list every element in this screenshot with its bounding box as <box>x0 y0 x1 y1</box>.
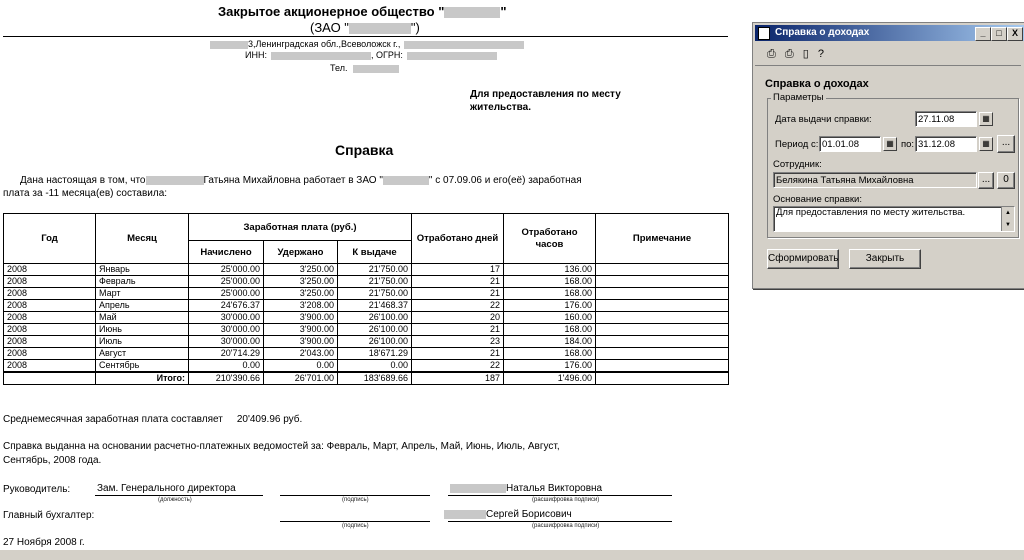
cell-note <box>596 312 729 324</box>
col-days: Отработано дней <box>412 214 504 264</box>
salary-table <box>3 213 729 385</box>
accountant-label: Главный бухгалтер: <box>3 510 95 521</box>
params-label: Параметры <box>773 92 824 103</box>
cell-note <box>596 324 729 336</box>
company-name: Закрытое акционерное общество " " <box>218 4 507 19</box>
table-row <box>4 360 729 373</box>
cell-year: 2008 <box>4 300 96 312</box>
close-window-button[interactable]: X <box>1007 27 1023 41</box>
cell-withheld: 3'900.00 <box>264 312 338 324</box>
table-row <box>4 324 729 336</box>
acc-sign-line <box>280 521 430 522</box>
period-to-label: по: <box>901 139 915 150</box>
calendar-icon[interactable]: ▦ <box>883 137 897 151</box>
basis-textarea[interactable]: Для предоставления по месту жительства. ▲ ▼ <box>773 206 1015 232</box>
company-codes: ИНН: , ОГРН: <box>245 50 497 60</box>
body-line-1: Дана настоящая в том, что Гатьяна Михайловна работает в ЗАО " " с 07.09.06 и его(её) заработная <box>20 175 582 186</box>
horizontal-scrollbar[interactable] <box>0 549 1024 560</box>
cell-month: Сентябрь <box>96 360 189 373</box>
col-withheld: Удержано <box>264 241 338 264</box>
cell-days: 21 <box>412 276 504 288</box>
cell-month: Июнь <box>96 324 189 336</box>
cell-year: 2008 <box>4 288 96 300</box>
cell-hours: 136.00 <box>504 264 596 276</box>
cell-note <box>596 264 729 276</box>
company-address: 3,Ленинградская обл.,Всеволожск г., <box>210 39 524 49</box>
generate-button[interactable]: Сформировать <box>767 249 839 269</box>
cell-month: Август <box>96 348 189 360</box>
cell-accrued: 25'000.00 <box>189 276 264 288</box>
cell-accrued: 25'000.00 <box>189 288 264 300</box>
cell-year: 2008 <box>4 348 96 360</box>
cell-withheld: 2'043.00 <box>264 348 338 360</box>
cell-hours: 168.00 <box>504 276 596 288</box>
company-phone: Тел. <box>330 63 399 73</box>
cell-withheld: 3'250.00 <box>264 276 338 288</box>
table-row <box>4 264 729 276</box>
employee-clear-button[interactable]: 0 <box>997 172 1015 189</box>
cell-accrued: 30'000.00 <box>189 324 264 336</box>
cell-year: 2008 <box>4 360 96 373</box>
employee-select-button[interactable]: ... <box>978 172 994 189</box>
cell-accrued: 30'000.00 <box>189 336 264 348</box>
cell-days: 17 <box>412 264 504 276</box>
cell-accrued: 20'714.29 <box>189 348 264 360</box>
table-row <box>4 312 729 324</box>
cell-accrued: 24'676.37 <box>189 300 264 312</box>
col-hours: Отработано часов <box>504 214 596 264</box>
total-label: Итого: <box>96 372 189 385</box>
toolbar-divider <box>755 65 1021 66</box>
accountant-name: Сергей Борисович <box>444 509 572 520</box>
cell-days: 21 <box>412 288 504 300</box>
cell-payout: 26'100.00 <box>338 336 412 348</box>
period-from-field[interactable]: 01.01.08 <box>819 136 881 152</box>
cell-hours: 168.00 <box>504 348 596 360</box>
cell-payout: 21'750.00 <box>338 276 412 288</box>
caption-sign-1: (подпись) <box>342 497 369 503</box>
col-payout: К выдаче <box>338 241 412 264</box>
help-pointer-icon[interactable]: ? <box>817 48 824 60</box>
basis-label: Основание справки: <box>773 194 862 205</box>
employee-field[interactable]: Белякина Татьяна Михайловна <box>773 172 977 188</box>
cell-month: Март <box>96 288 189 300</box>
cell-month: Май <box>96 312 189 324</box>
caption-sign-2: (подпись) <box>342 523 369 529</box>
body-line-2: плата за -11 месяца(ев) составила: <box>3 188 168 199</box>
cell-month: Февраль <box>96 276 189 288</box>
cell-hours: 176.00 <box>504 360 596 373</box>
cell-payout: 26'100.00 <box>338 312 412 324</box>
document-heading: Справка <box>335 142 394 158</box>
col-salary-group: Заработная плата (руб.) <box>189 214 412 241</box>
cell-payout: 0.00 <box>338 360 412 373</box>
maximize-button[interactable]: □ <box>991 27 1007 41</box>
period-from-label: Период с: <box>775 139 819 150</box>
cell-days: 22 <box>412 360 504 373</box>
cell-payout: 21'750.00 <box>338 264 412 276</box>
minimize-button[interactable]: _ <box>975 27 991 41</box>
issue-date-field[interactable]: 27.11.08 <box>915 111 977 127</box>
cell-note <box>596 360 729 373</box>
close-button[interactable]: Закрыть <box>849 249 921 269</box>
head-position: Зам. Генерального директора <box>97 483 236 494</box>
cell-year: 2008 <box>4 276 96 288</box>
average-salary: Среднемесячная заработная плата составляет 20'409.96 руб. <box>3 414 303 425</box>
print-preview-icon[interactable]: ⎙ <box>784 48 794 60</box>
table-row <box>4 336 729 348</box>
col-note: Примечание <box>596 214 729 264</box>
totals-row <box>4 372 729 385</box>
cell-days: 23 <box>412 336 504 348</box>
cell-year: 2008 <box>4 336 96 348</box>
company-short: (ЗАО " ") <box>310 20 420 35</box>
header-rule <box>3 36 728 37</box>
document-icon[interactable]: ▯ <box>802 48 809 60</box>
cell-note <box>596 348 729 360</box>
cell-withheld: 3'250.00 <box>264 288 338 300</box>
basis-line-1: Справка выданна на основании расчетно-платежных ведомостей за: Февраль, Март, Апрель, Май, Июнь, Июль, Август, <box>3 441 560 452</box>
issue-date-label: Дата выдачи справки: <box>775 114 872 125</box>
document-icon <box>758 27 770 40</box>
cell-note <box>596 288 729 300</box>
cell-month: Январь <box>96 264 189 276</box>
cell-withheld: 3'900.00 <box>264 336 338 348</box>
caption-decode-2: (расшифровка подписи) <box>532 523 600 529</box>
position-line <box>95 495 263 496</box>
toolbar <box>767 47 824 61</box>
acc-decode-line <box>448 521 672 522</box>
cell-accrued: 25'000.00 <box>189 264 264 276</box>
caption-decode-1: (расшифровка подписи) <box>532 497 600 503</box>
cell-year: 2008 <box>4 264 96 276</box>
cell-payout: 18'671.29 <box>338 348 412 360</box>
purpose-text: Для предоставления по месту жительства. <box>470 89 621 113</box>
form-title: Справка о доходах <box>765 78 869 90</box>
cell-payout: 26'100.00 <box>338 324 412 336</box>
cell-note <box>596 276 729 288</box>
basis-line-2: Сентябрь, 2008 года. <box>3 455 102 466</box>
cell-note <box>596 336 729 348</box>
cell-accrued: 30'000.00 <box>189 312 264 324</box>
col-year: Год <box>4 214 96 264</box>
col-month: Месяц <box>96 214 189 264</box>
cell-days: 20 <box>412 312 504 324</box>
cell-hours: 184.00 <box>504 336 596 348</box>
head-sign-line <box>280 495 430 496</box>
dialog-title: Справка о доходах <box>775 27 870 38</box>
cell-hours: 168.00 <box>504 288 596 300</box>
cell-note <box>596 300 729 312</box>
cell-month: Апрель <box>96 300 189 312</box>
cell-days: 22 <box>412 300 504 312</box>
head-name: Наталья Викторовна <box>450 483 602 494</box>
calendar-icon[interactable]: ▦ <box>979 137 993 151</box>
income-certificate-dialog[interactable] <box>752 22 1024 289</box>
cell-withheld: 0.00 <box>264 360 338 373</box>
cell-days: 21 <box>412 324 504 336</box>
period-select-button[interactable]: ... <box>997 135 1015 153</box>
head-decode-line <box>448 495 672 496</box>
calendar-icon[interactable]: ▦ <box>979 112 993 126</box>
cell-withheld: 3'208.00 <box>264 300 338 312</box>
total-days: 187 <box>412 372 504 385</box>
dialog-titlebar[interactable] <box>755 25 1024 41</box>
total-payout: 183'689.66 <box>338 372 412 385</box>
period-to-field[interactable]: 31.12.08 <box>915 136 977 152</box>
table-row <box>4 288 729 300</box>
cell-days: 21 <box>412 348 504 360</box>
cell-withheld: 3'900.00 <box>264 324 338 336</box>
cell-month: Июль <box>96 336 189 348</box>
col-accrued: Начислено <box>189 241 264 264</box>
head-label: Руководитель: <box>3 484 71 495</box>
cell-hours: 176.00 <box>504 300 596 312</box>
total-hours: 1'496.00 <box>504 372 596 385</box>
total-withheld: 26'701.00 <box>264 372 338 385</box>
basis-scrollbar[interactable]: ▲ ▼ <box>1001 207 1014 231</box>
total-accrued: 210'390.66 <box>189 372 264 385</box>
cell-withheld: 3'250.00 <box>264 264 338 276</box>
cell-year: 2008 <box>4 312 96 324</box>
cell-hours: 160.00 <box>504 312 596 324</box>
employee-label: Сотрудник: <box>773 159 822 170</box>
table-row <box>4 300 729 312</box>
caption-position: (должность) <box>158 497 192 503</box>
cell-year: 2008 <box>4 324 96 336</box>
cell-payout: 21'468.37 <box>338 300 412 312</box>
issue-date: 27 Ноября 2008 г. <box>3 537 85 548</box>
cell-hours: 168.00 <box>504 324 596 336</box>
cell-accrued: 0.00 <box>189 360 264 373</box>
cell-payout: 21'750.00 <box>338 288 412 300</box>
print-icon[interactable]: ⎙ <box>767 48 776 60</box>
table-row <box>4 276 729 288</box>
table-row <box>4 348 729 360</box>
